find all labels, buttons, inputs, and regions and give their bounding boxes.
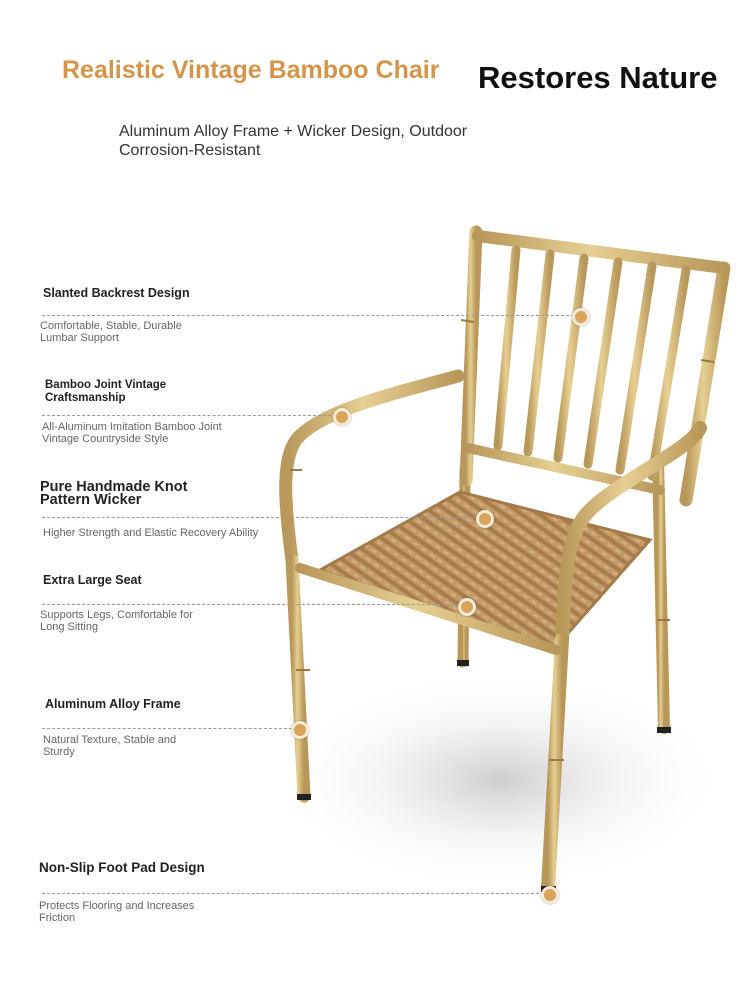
feature-desc-seat: Supports Legs, Comfortable for Long Sitting <box>40 609 193 633</box>
callout-dot-joint <box>333 408 351 426</box>
page-subtitle: Aluminum Alloy Frame + Wicker Design, Outdoor Corrosion-Resistant <box>119 123 468 159</box>
feature-title-backrest: Slanted Backrest Design <box>43 286 190 300</box>
callout-dot-seat <box>458 598 476 616</box>
page-title: Restores Nature <box>478 60 718 95</box>
callout-line-frame <box>42 728 292 729</box>
feature-title-footpad: Non-Slip Foot Pad Design <box>39 860 205 875</box>
feature-desc-frame: Natural Texture, Stable and Sturdy <box>43 734 177 758</box>
callout-dot-wicker <box>476 510 494 528</box>
feature-title-wicker: Pure Handmade Knot Pattern Wicker <box>40 479 188 508</box>
feature-title-seat: Extra Large Seat <box>43 573 142 587</box>
feature-title-frame: Aluminum Alloy Frame <box>45 697 181 711</box>
callout-line-backrest <box>42 315 574 316</box>
feature-desc-joint: All-Aluminum Imitation Bamboo Joint Vintage Countryside Style <box>42 421 222 445</box>
callout-line-joint <box>42 415 336 416</box>
callout-dot-backrest <box>572 308 590 326</box>
feature-desc-footpad: Protects Flooring and Increases Friction <box>39 900 195 924</box>
callout-dot-frame <box>291 721 309 739</box>
feature-desc-backrest: Comfortable, Stable, Durable Lumbar Support <box>40 320 182 344</box>
page-title-highlight: Realistic Vintage Bamboo Chair <box>62 56 440 84</box>
feature-desc-wicker: Higher Strength and Elastic Recovery Ability <box>43 527 259 539</box>
callout-line-wicker <box>42 517 478 518</box>
callout-line-footpad <box>42 893 544 894</box>
feature-title-joint: Bamboo Joint Vintage Craftsmanship <box>45 379 167 404</box>
callout-dot-footpad <box>541 886 559 904</box>
callout-line-seat <box>42 604 460 605</box>
